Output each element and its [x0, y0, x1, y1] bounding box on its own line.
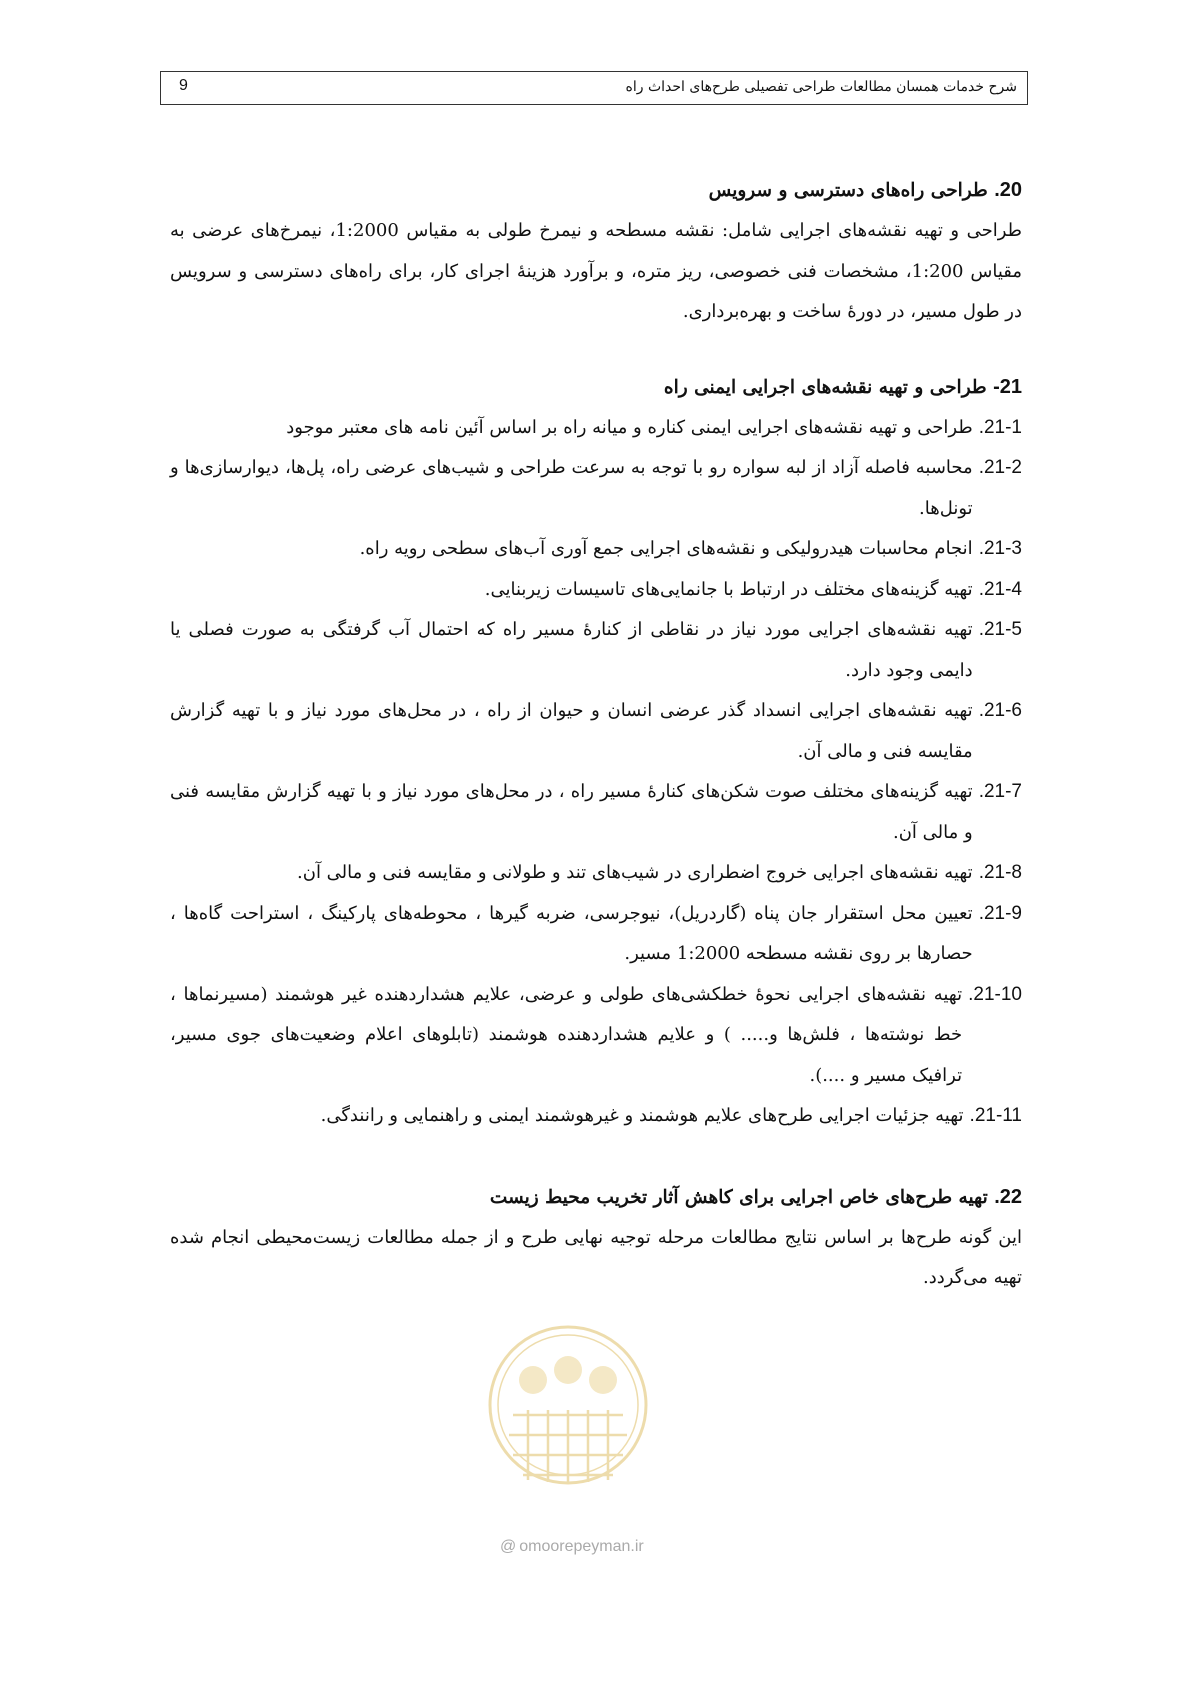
list-item [170, 448, 1022, 529]
item-number: 21-8. [978, 862, 1022, 883]
list-item [170, 570, 1022, 611]
section-20-body: طراحی و تهیه نقشه‌های اجرایی شامل: نقشه مسطحه و نیمرخ طولی به مقیاس 1:2000، نیمرخ‌های عرضی به مقیاس 1:200، مشخصات فنی خصوصی، ریز متره، و برآورد هزینهٔ اجرای کار، برای راه‌های دسترسی و سرویس در طول مسیر، در دورهٔ ساخت و بهره‌برداری. [170, 220, 1023, 322]
section-20-heading [170, 170, 1022, 211]
item-text: تهیه جزئیات اجرایی طرح‌های علایم هوشمند و غیرهوشمند ایمنی و راهنمایی و رانندگی. [320, 1105, 964, 1126]
section-number: 20. [994, 179, 1022, 201]
section-number: 22. [994, 1185, 1022, 1208]
item-text: تهیه نقشه‌های اجرایی مورد نیاز در نقاطی از کنارهٔ مسیر راه که احتمال آب گرفتگی به صورت فصلی یا دایمی وجود دارد. [170, 619, 973, 681]
item-text: تهیه گزینه‌های مختلف در ارتباط با جانمایی‌های تاسیسات زیربنایی. [484, 578, 973, 600]
section-21-heading [170, 367, 1022, 408]
page-header [160, 71, 1028, 105]
watermark-logo [483, 1310, 653, 1510]
item-number: 21-2. [978, 457, 1022, 478]
list-item [170, 853, 1022, 894]
section-title: تهیه طرح‌های خاص اجرایی برای کاهش آثار تخریب محیط زیست [489, 1186, 988, 1208]
item-number: 21-5. [978, 619, 1022, 640]
page-number: 9 [179, 77, 188, 94]
item-number: 21-4. [978, 578, 1022, 600]
page-content [170, 170, 1022, 1299]
watermark-url-text: omoorepeyman.ir [519, 1538, 644, 1555]
list-item [170, 894, 1022, 975]
item-text: تهیه نقشه‌های اجرایی انسداد گذر عرضی انسان و حیوان از راه ، در محل‌های مورد نیاز و با تهیه گزارش مقایسه فنی و مالی آن. [170, 700, 973, 762]
list-item [170, 529, 1022, 570]
item-number: 21-7. [978, 781, 1022, 802]
item-text: محاسبه فاصله آزاد از لبه سواره رو با توجه به سرعت طراحی و شیب‌های عرضی راه، پل‌ها، دیوارسازی‌ها و تونل‌ها. [170, 457, 973, 519]
item-number: 21-9. [978, 902, 1022, 924]
list-item [170, 408, 1022, 449]
item-text: طراحی و تهیه نقشه‌های اجرایی ایمنی کناره و میانه راه بر اساس آئین نامه های معتبر موجود [286, 416, 973, 438]
item-text: انجام محاسبات هیدرولیکی و نقشه‌های اجرایی جمع آوری آب‌های سطحی رویه راه. [359, 538, 973, 559]
item-number: 21-6. [978, 700, 1022, 721]
item-text: تهیه نقشه‌های اجرایی نحوهٔ خطکشی‌های طولی و عرضی، علایم هشداردهنده غیر هوشمند (مسیرنماها ، خط نوشته‌ها ، فلش‌ها و..... ) و علایم هشداردهنده هوشمند (تابلوهای اعلام وضعیت‌های جوی مسیر، ترافیک مسیر و ....). [170, 983, 963, 1086]
item-text: تهیه گزینه‌های مختلف صوت شکن‌های کنارهٔ مسیر راه ، در محل‌های مورد نیاز و با تهیه گزارش مقایسه فنی و مالی آن. [170, 781, 973, 843]
list-item [170, 772, 1022, 853]
item-number: 21-11. [969, 1105, 1022, 1126]
item-text: تعیین محل استقرار جان پناه (گاردریل)، نیوجرسی، ضربه گیرها ، محوطه‌های پارکینگ ، استراحت گاه‌ها ، حصارها بر روی نقشه مسطحه 1:2000 مسیر. [170, 902, 973, 964]
section-title: طراحی راه‌های دسترسی و سرویس [708, 180, 988, 201]
list-item [170, 975, 1022, 1097]
section-22-body: این گونه طرح‌ها بر اساس نتایج مطالعات مرحله توجیه نهایی طرح و از جمله مطالعات زیست‌محیطی انجام شده تهیه می‌گردد. [170, 1226, 1022, 1288]
document-title: شرح خدمات همسان مطالعات طراحی تفصیلی طرح‌های احداث راه [625, 79, 1017, 95]
list-item [170, 691, 1022, 772]
item-number: 21-10. [968, 983, 1022, 1005]
list-item [170, 1096, 1022, 1137]
section-title: طراحی و تهیه نقشه‌های اجرایی ایمنی راه [663, 376, 987, 398]
section-22-heading [170, 1177, 1022, 1218]
item-text: تهیه نقشه‌های اجرایی خروج اضطراری در شیب‌های تند و طولانی و مقایسه فنی و مالی آن. [297, 862, 973, 883]
list-item [170, 610, 1022, 691]
section-number: 21- [993, 375, 1022, 398]
item-number: 21-1. [978, 416, 1022, 438]
at-icon: @ [500, 1538, 517, 1555]
item-number: 21-3. [978, 538, 1022, 559]
watermark-url [500, 1538, 644, 1556]
